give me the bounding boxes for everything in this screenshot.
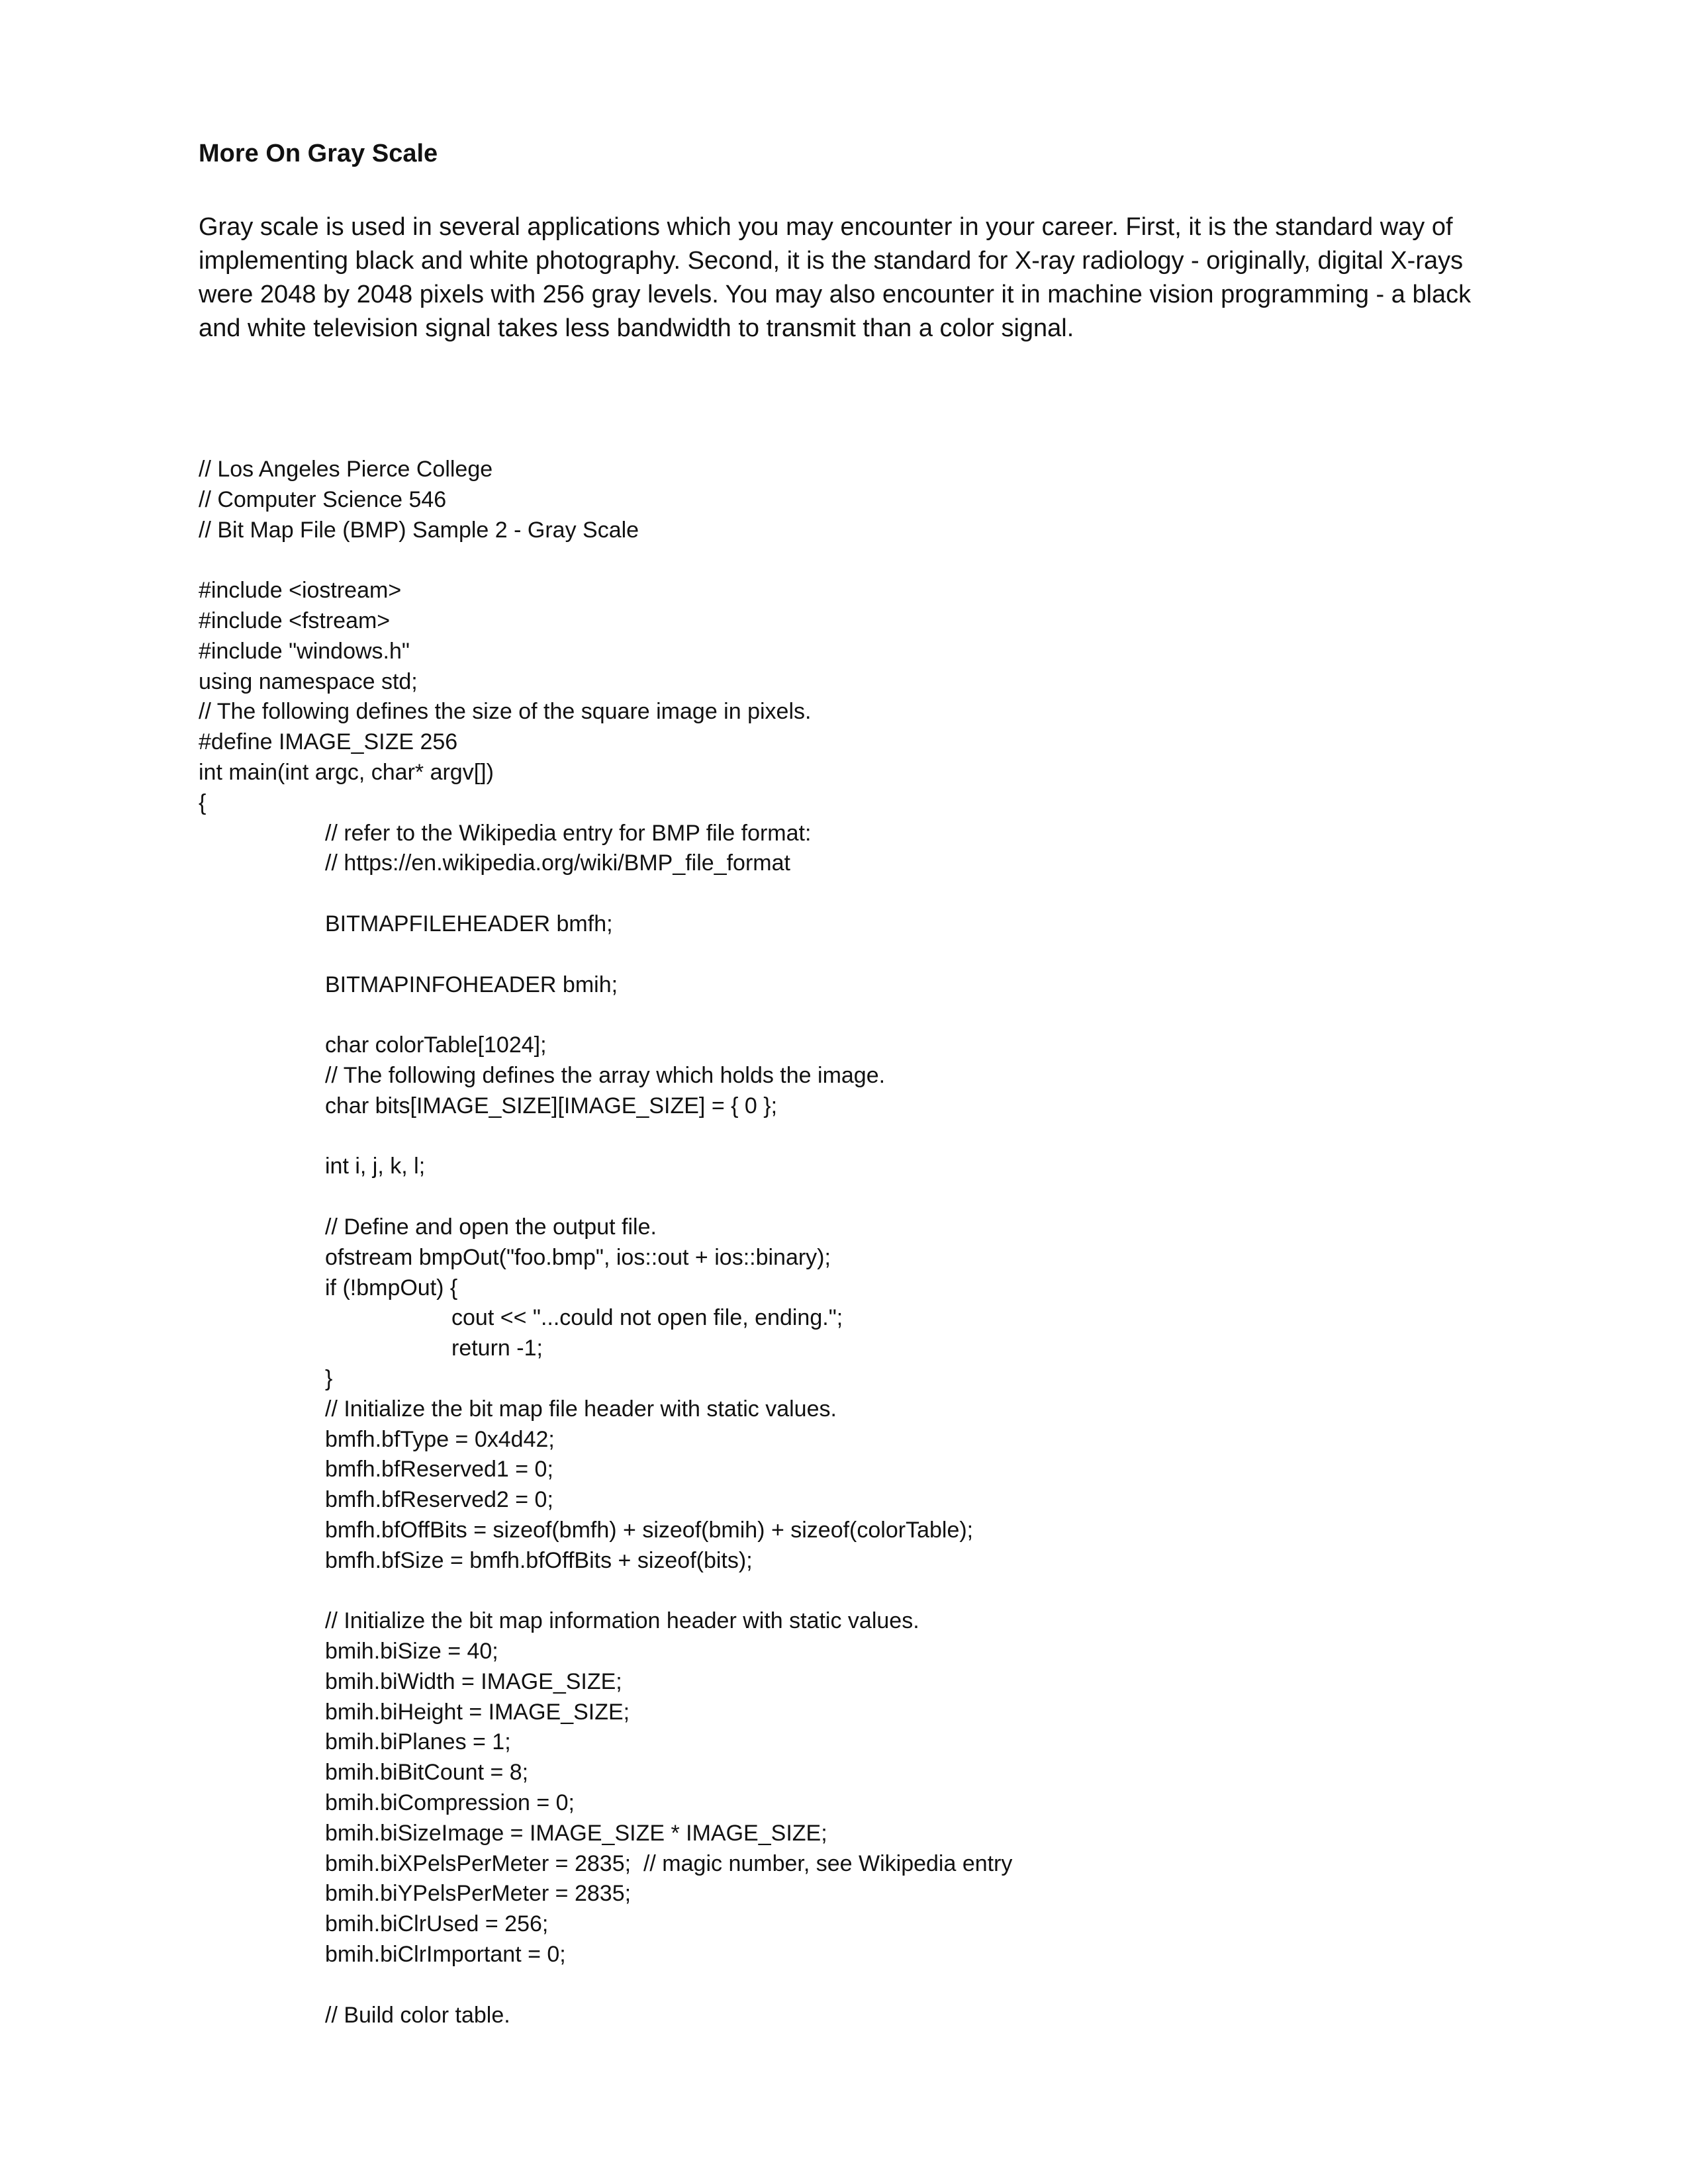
code-line: int i, j, k, l; [325,1154,426,1179]
intro-line: were 2048 by 2048 pixels with 256 gray levels. You may also encounter it in machine vision programming - a black [199,281,1472,308]
code-line: bmih.biYPelsPerMeter = 2835; [325,1881,632,1907]
intro-line: implementing black and white photography. Second, it is the standard for X-ray radiology - originally, digital X-rays [199,247,1464,275]
code-line: bmih.biClrUsed = 256; [325,1911,549,1937]
code-line: bmfh.bfSize = bmfh.bfOffBits + sizeof(bits); [325,1547,753,1573]
code-line: bmih.biHeight = IMAGE_SIZE; [325,1699,630,1725]
code-line: char bits[IMAGE_SIZE][IMAGE_SIZE] = { 0 }; [325,1093,778,1118]
code-line: // Los Angeles Pierce College [199,457,493,482]
code-line: bmih.biPlanes = 1; [325,1729,511,1755]
intro-line: and white television signal takes less bandwidth to transmit than a color signal. [199,314,1074,342]
code-line: // Build color table. [325,2002,510,2028]
page-title: More On Gray Scale [199,140,438,167]
code-line: BITMAPINFOHEADER bmih; [325,972,618,997]
code-line: bmfh.bfType = 0x4d42; [325,1426,555,1452]
code-blank-line [199,1970,1523,2001]
code-listing [199,455,1523,2030]
code-line: bmih.biWidth = IMAGE_SIZE; [325,1668,622,1694]
code-line: cout << "...could not open file, ending."; [451,1305,843,1331]
code-line: bmfh.bfOffBits = sizeof(bmfh) + sizeof(bmih) + sizeof(colorTable); [325,1517,974,1543]
code-line: if (!bmpOut) { [325,1275,458,1300]
code-line: #define IMAGE_SIZE 256 [199,729,458,755]
code-line: { [199,790,207,815]
code-line: #include "windows.h" [199,638,410,664]
code-line: // Initialize the bit map file header with static values. [325,1396,837,1422]
code-blank-line [199,1182,1523,1212]
code-blank-line [199,545,1523,576]
intro-line: Gray scale is used in several applications which you may encounter in your career. First, it is the standard way of [199,213,1453,241]
code-line: // Computer Science 546 [199,486,447,512]
code-line: // refer to the Wikipedia entry for BMP file format: [325,820,812,846]
code-blank-line [199,879,1523,909]
code-line: char colorTable[1024]; [325,1032,547,1058]
code-blank-line [199,1000,1523,1030]
code-line: bmih.biClrImportant = 0; [325,1942,566,1968]
code-line: // https://en.wikipedia.org/wiki/BMP_file_format [325,850,790,876]
code-line: return -1; [451,1336,543,1361]
intro-paragraph [199,210,1523,345]
code-line: BITMAPFILEHEADER bmfh; [325,911,613,936]
code-line: bmih.biSizeImage = IMAGE_SIZE * IMAGE_SIZE; [325,1820,827,1846]
code-line: bmih.biCompression = 0; [325,1790,575,1816]
code-line: bmih.biSize = 40; [325,1639,498,1664]
code-line: // Bit Map File (BMP) Sample 2 - Gray Scale [199,517,639,543]
code-line: using namespace std; [199,668,418,694]
code-line: // Initialize the bit map information header with static values. [325,1608,919,1634]
code-line: bmih.biXPelsPerMeter = 2835; // magic number, see Wikipedia entry [325,1850,1013,1876]
code-line: } [325,1365,333,1391]
code-line: bmfh.bfReserved2 = 0; [325,1487,553,1513]
code-line: #include <iostream> [199,578,402,604]
code-blank-line [199,1122,1523,1152]
code-line: // The following defines the size of the square image in pixels. [199,699,812,725]
code-blank-line [199,1576,1523,1606]
code-line: // The following defines the array which holds the image. [325,1062,886,1088]
code-line: bmih.biBitCount = 8; [325,1760,529,1786]
code-line: ofstream bmpOut("foo.bmp", ios::out + ios::binary); [325,1244,831,1270]
code-line: int main(int argc, char* argv[]) [199,759,494,785]
code-line: bmfh.bfReserved1 = 0; [325,1457,553,1482]
code-line: // Define and open the output file. [325,1214,657,1240]
code-line: #include <fstream> [199,608,391,633]
code-blank-line [199,940,1523,970]
